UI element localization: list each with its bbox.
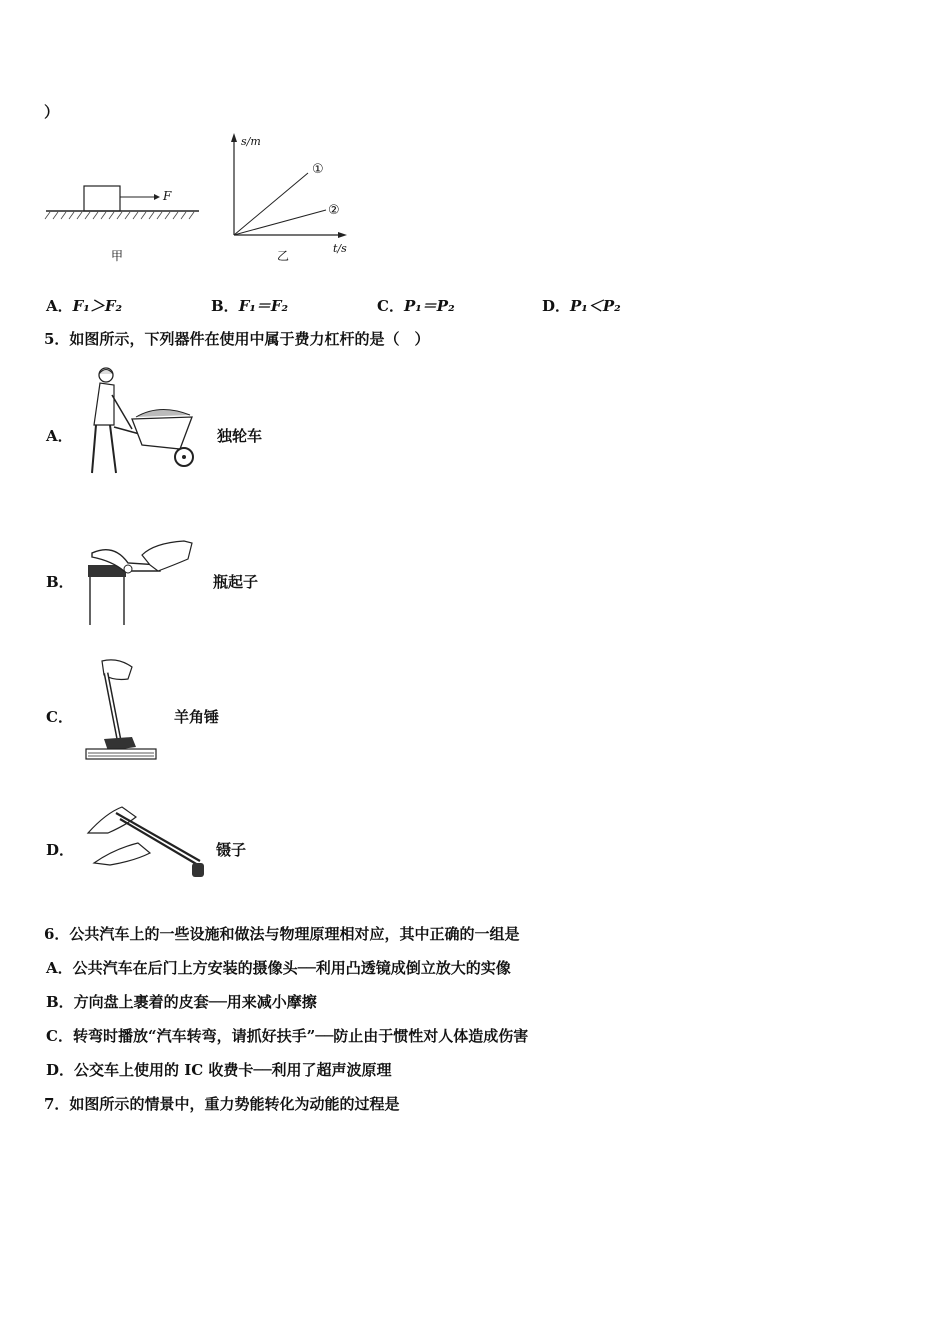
y-axis-label: s/m	[241, 135, 261, 148]
q6-option-b[interactable]: B．方向盘上裹着的皮套──用来减小摩擦	[46, 993, 317, 1011]
s-t-graph	[222, 130, 352, 250]
question-4-closing-paren: ）	[44, 103, 60, 121]
option-c[interactable]	[377, 295, 455, 316]
q5-option-d-letter[interactable]: D．	[46, 841, 75, 859]
option-expression: F₁＝F₂	[238, 297, 289, 315]
q5-option-c-letter[interactable]: C．	[46, 708, 73, 726]
figure-jia	[44, 178, 204, 228]
bottle-opener-icon	[84, 525, 199, 627]
option-a[interactable]	[46, 295, 122, 316]
question-7-stem: 7．如图所示的情景中，重力势能转化为动能的过程是	[44, 1095, 400, 1113]
tweezers-icon	[86, 803, 211, 881]
q5-option-a-letter[interactable]: A．	[46, 427, 73, 445]
question-5-stem: 5．如图所示，下列器件在使用中属于费力杠杆的是（ ）	[44, 330, 430, 348]
option-expression: P₁＜P₂	[570, 297, 621, 315]
option-letter: C．	[377, 297, 404, 315]
tweezers-label: 镊子	[216, 841, 247, 859]
option-letter: B．	[211, 297, 239, 315]
figure-jia-caption: 甲	[111, 249, 124, 263]
option-letter: A．	[46, 297, 73, 315]
block-on-surface-diagram	[44, 178, 204, 228]
figure-yi-graph	[222, 130, 352, 250]
figure-yi-caption: 乙	[277, 249, 290, 263]
line-2-label: ②	[328, 203, 340, 218]
q5-option-b-letter[interactable]: B．	[46, 573, 74, 591]
claw-hammer-icon	[84, 657, 160, 763]
option-expression: P₁＝P₂	[403, 297, 455, 315]
wheelbarrow-icon	[80, 365, 200, 480]
q6-option-c[interactable]: C．转弯时播放“汽车转弯，请抓好扶手”──防止由于惯性对人体造成伤害	[46, 1027, 529, 1045]
option-expression: F₁＞F₂	[72, 297, 123, 315]
line-1-label: ①	[312, 162, 324, 177]
option-b[interactable]	[211, 295, 288, 316]
question-6-stem: 6．公共汽车上的一些设施和做法与物理原理相对应，其中正确的一组是	[44, 925, 520, 943]
question-4-options	[0, 295, 950, 317]
force-label: F	[163, 189, 172, 203]
x-axis-label: t/s	[333, 242, 347, 255]
q6-option-d[interactable]: D．公交车上使用的 IC 收费卡──利用了超声波原理	[46, 1061, 392, 1079]
option-letter: D．	[542, 297, 571, 315]
claw-hammer-label: 羊角锤	[174, 708, 220, 726]
option-d[interactable]	[542, 295, 621, 316]
wheelbarrow-label: 独轮车	[217, 427, 263, 445]
q6-option-a[interactable]: A．公共汽车在后门上方安装的摄像头──利用凸透镜成倒立放大的实像	[46, 959, 511, 977]
bottle-opener-label: 瓶起子	[213, 573, 259, 591]
